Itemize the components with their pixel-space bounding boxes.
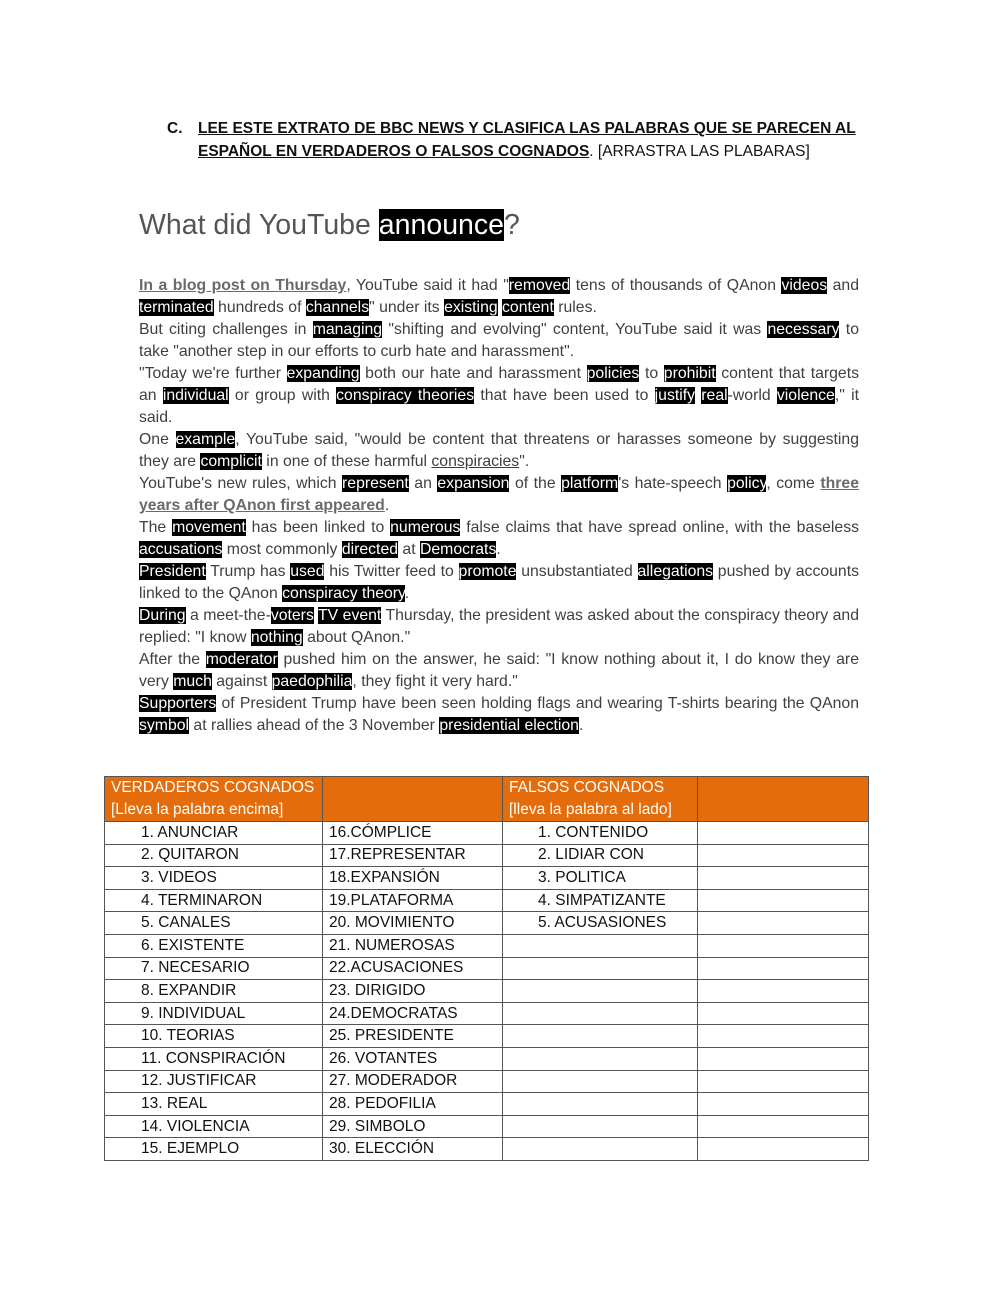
draggable-word[interactable]: example	[175, 431, 236, 448]
underlined-word: conspiracies	[431, 453, 520, 470]
draggable-word[interactable]: removed	[508, 277, 571, 294]
false-cognate-cell	[503, 1138, 698, 1161]
drop-target-cell[interactable]	[698, 1002, 869, 1025]
true-cognate-cell: 13. REAL	[105, 1093, 323, 1116]
table-header-row	[105, 777, 869, 822]
drop-target-cell[interactable]	[698, 1093, 869, 1116]
true-cognate-cell: 18.EXPANSIÓN	[323, 867, 503, 890]
true-cognate-cell: 6. EXISTENTE	[105, 934, 323, 957]
paragraph-6: The movement has been linked to numerous false claims that have spread online, with the baseless accusations most commonly directed at Democrats.	[139, 519, 860, 558]
drop-target-cell[interactable]	[698, 1047, 869, 1070]
draggable-word[interactable]: TV event	[318, 607, 382, 624]
true-cognate-cell: 26. VOTANTES	[323, 1047, 503, 1070]
drop-target-cell[interactable]	[698, 889, 869, 912]
true-cognate-cell: 30. ELECCIÓN	[323, 1138, 503, 1161]
draggable-word[interactable]: symbol	[139, 717, 190, 734]
draggable-word[interactable]: numerous	[390, 519, 461, 536]
draggable-word[interactable]: promote	[458, 563, 517, 580]
instructions	[167, 117, 857, 163]
true-cognate-cell: 1. ANUNCIAR	[105, 822, 323, 845]
false-cognate-cell: 1. CONTENIDO	[503, 822, 698, 845]
drop-target-cell[interactable]	[698, 867, 869, 890]
true-cognate-cell: 11. CONSPIRACIÓN	[105, 1047, 323, 1070]
true-cognate-cell: 8. EXPANDIR	[105, 980, 323, 1003]
paragraph-5: YouTube's new rules, which represent an expansion of the platform's hate-speech policy, come three years after QAnon first appeared.	[139, 475, 859, 514]
false-cognate-cell	[503, 934, 698, 957]
page-title: What did YouTube announce?	[139, 209, 520, 241]
instructions-letter: C.	[167, 120, 183, 137]
draggable-word[interactable]: content	[502, 299, 554, 316]
instructions-bold: LEE ESTE EXTRATO DE BBC NEWS Y CLASIFICA LAS PALABRAS QUE SE PARECEN AL ESPAÑOL EN VERDADEROS O FALSOS COGNADOS	[198, 120, 856, 160]
table-row	[105, 1070, 869, 1093]
draggable-word[interactable]: announce	[378, 209, 504, 241]
paragraph-7: President Trump has used his Twitter feed to promote unsubstantiated allegations pushed by accounts linked to the QAnon conspiracy theory.	[139, 563, 860, 602]
true-cognate-cell: 21. NUMEROSAS	[323, 934, 503, 957]
true-cognate-cell: 16.CÓMPLICE	[323, 822, 503, 845]
draggable-word[interactable]: paedophilia	[271, 673, 353, 690]
drop-target-cell[interactable]	[698, 1115, 869, 1138]
false-cognate-cell: 5. ACUSASIONES	[503, 912, 698, 935]
draggable-word[interactable]: violence	[776, 387, 835, 404]
true-cognate-cell: 28. PEDOFILIA	[323, 1093, 503, 1116]
article-body	[139, 275, 859, 737]
draggable-word[interactable]: videos	[781, 277, 828, 294]
true-cognate-cell: 19.PLATAFORMA	[323, 889, 503, 912]
table-row	[105, 980, 869, 1003]
header-empty-cell	[323, 777, 503, 822]
table-row	[105, 957, 869, 980]
true-cognate-cell: 7. NECESARIO	[105, 957, 323, 980]
true-cognate-cell: 10. TEORIAS	[105, 1025, 323, 1048]
draggable-word[interactable]: used	[290, 563, 325, 580]
table-row	[105, 1138, 869, 1161]
draggable-word[interactable]: voters	[270, 607, 314, 624]
draggable-word[interactable]: conspiracy theories	[336, 387, 475, 404]
paragraph-10: Supporters of President Trump have been seen holding flags and wearing T-shirts bearing the QAnon symbol at rallies ahead of the 3 November presidential election.	[139, 695, 859, 734]
table-row	[105, 867, 869, 890]
draggable-word[interactable]: President	[139, 563, 206, 580]
true-cognate-cell: 17.REPRESENTAR	[323, 844, 503, 867]
true-cognate-cell: 20. MOVIMIENTO	[323, 912, 503, 935]
draggable-word[interactable]: individual	[162, 387, 229, 404]
paragraph-1: In a blog post on Thursday, YouTube said it had "removed tens of thousands of QAnon videos and terminated hundreds of channels" under its existing content rules.	[139, 277, 859, 316]
false-cognates-header: FALSOS COGNADOS [lleva la palabra al lado]	[503, 777, 698, 822]
true-cognate-cell: 22.ACUSACIONES	[323, 957, 503, 980]
instructions-rest: . [ARRASTRA LAS PLABARAS]	[589, 143, 810, 160]
draggable-word[interactable]: moderator	[205, 651, 278, 668]
cognates-table	[104, 776, 869, 1161]
table-row	[105, 822, 869, 845]
draggable-word[interactable]: platform	[561, 475, 619, 492]
draggable-word[interactable]: nothing	[250, 629, 303, 646]
false-cognate-cell	[503, 1070, 698, 1093]
article-link[interactable]: three years after QAnon first appeared	[139, 475, 859, 514]
draggable-word[interactable]: prohibit	[663, 365, 716, 382]
table-row	[105, 889, 869, 912]
draggable-word[interactable]: terminated	[139, 299, 214, 316]
true-cognate-cell: 15. EJEMPLO	[105, 1138, 323, 1161]
true-cognate-cell: 3. VIDEOS	[105, 867, 323, 890]
drop-target-cell[interactable]	[698, 1138, 869, 1161]
false-cognate-cell	[503, 1025, 698, 1048]
table-row	[105, 912, 869, 935]
false-cognate-cell: 4. SIMPATIZANTE	[503, 889, 698, 912]
table-row	[105, 1002, 869, 1025]
draggable-word[interactable]: accusations	[139, 541, 223, 558]
true-cognate-cell: 24.DEMOCRATAS	[323, 1002, 503, 1025]
drop-target-cell[interactable]	[698, 844, 869, 867]
draggable-word[interactable]: much	[173, 673, 212, 690]
draggable-word[interactable]: real	[701, 387, 728, 404]
false-cognate-cell: 2. LIDIAR CON	[503, 844, 698, 867]
drop-target-cell[interactable]	[698, 1025, 869, 1048]
draggable-word[interactable]: During	[139, 607, 186, 624]
true-cognates-header: VERDADEROS COGNADOS [Lleva la palabra encima]	[105, 777, 323, 822]
draggable-word[interactable]: expanding	[286, 365, 360, 382]
drop-target-cell[interactable]	[698, 1070, 869, 1093]
true-cognate-cell: 25. PRESIDENTE	[323, 1025, 503, 1048]
draggable-word[interactable]: Democrats	[419, 541, 497, 558]
draggable-word[interactable]: managing	[312, 321, 383, 338]
paragraph-8: During a meet-the-voters TV event Thursday, the president was asked about the conspiracy theory and replied: "I know nothing about QAnon."	[139, 607, 859, 646]
table-row	[105, 1115, 869, 1138]
table-row	[105, 1093, 869, 1116]
false-cognate-cell	[503, 1093, 698, 1116]
draggable-word[interactable]: Supporters	[139, 695, 217, 712]
false-cognate-cell	[503, 957, 698, 980]
paragraph-4: One example, YouTube said, "would be content that threatens or harasses someone by suggesting they are complicit in one of these harmful conspiracies".	[139, 431, 860, 470]
table-row	[105, 934, 869, 957]
draggable-word[interactable]: complicit	[200, 453, 262, 470]
draggable-word[interactable]: directed	[341, 541, 399, 558]
drop-target-cell[interactable]	[698, 980, 869, 1003]
drop-target-cell[interactable]	[698, 912, 869, 935]
paragraph-9: After the moderator pushed him on the answer, he said: "I know nothing about it, I do know they are very much against paedophilia, they fight it very hard."	[139, 651, 859, 690]
draggable-word[interactable]: expansion	[437, 475, 510, 492]
true-cognate-cell: 4. TERMINARON	[105, 889, 323, 912]
false-cognate-cell	[503, 980, 698, 1003]
draggable-word[interactable]: justify	[654, 387, 696, 404]
paragraph-3: "Today we're further expanding both our hate and harassment policies to prohibit content that targets an individual or group with conspiracy theories that have been used to justify real-world violence," it said.	[139, 365, 859, 426]
draggable-word[interactable]: necessary	[767, 321, 840, 338]
draggable-word[interactable]: presidential election	[439, 717, 579, 734]
false-cognate-cell: 3. POLITICA	[503, 867, 698, 890]
false-cognate-cell	[503, 1002, 698, 1025]
drop-target-cell[interactable]	[698, 957, 869, 980]
paragraph-2: But citing challenges in managing "shifting and evolving" content, YouTube said it was necessary to take "another step in our efforts to curb hate and harassment".	[139, 321, 859, 360]
false-cognate-cell	[503, 1047, 698, 1070]
table-row	[105, 1047, 869, 1070]
draggable-word[interactable]: movement	[172, 519, 246, 536]
header-empty-cell	[698, 777, 869, 822]
draggable-word[interactable]: allegations	[637, 563, 714, 580]
drop-target-cell[interactable]	[698, 822, 869, 845]
table-row	[105, 844, 869, 867]
draggable-word[interactable]: represent	[342, 475, 409, 492]
article-link[interactable]: In a blog post on Thursday	[139, 277, 347, 294]
true-cognate-cell: 5. CANALES	[105, 912, 323, 935]
drop-target-cell[interactable]	[698, 934, 869, 957]
true-cognate-cell: 12. JUSTIFICAR	[105, 1070, 323, 1093]
draggable-word[interactable]: policy	[727, 475, 767, 492]
false-cognate-cell	[503, 1115, 698, 1138]
true-cognate-cell: 2. QUITARON	[105, 844, 323, 867]
true-cognate-cell: 14. VIOLENCIA	[105, 1115, 323, 1138]
true-cognate-cell: 9. INDIVIDUAL	[105, 1002, 323, 1025]
draggable-word[interactable]: existing	[444, 299, 498, 316]
true-cognate-cell: 23. DIRIGIDO	[323, 980, 503, 1003]
draggable-word[interactable]: channels	[305, 299, 370, 316]
draggable-word[interactable]: conspiracy theory	[282, 585, 405, 602]
table-row	[105, 1025, 869, 1048]
true-cognate-cell: 27. MODERADOR	[323, 1070, 503, 1093]
true-cognate-cell: 29. SIMBOLO	[323, 1115, 503, 1138]
draggable-word[interactable]: policies	[586, 365, 640, 382]
